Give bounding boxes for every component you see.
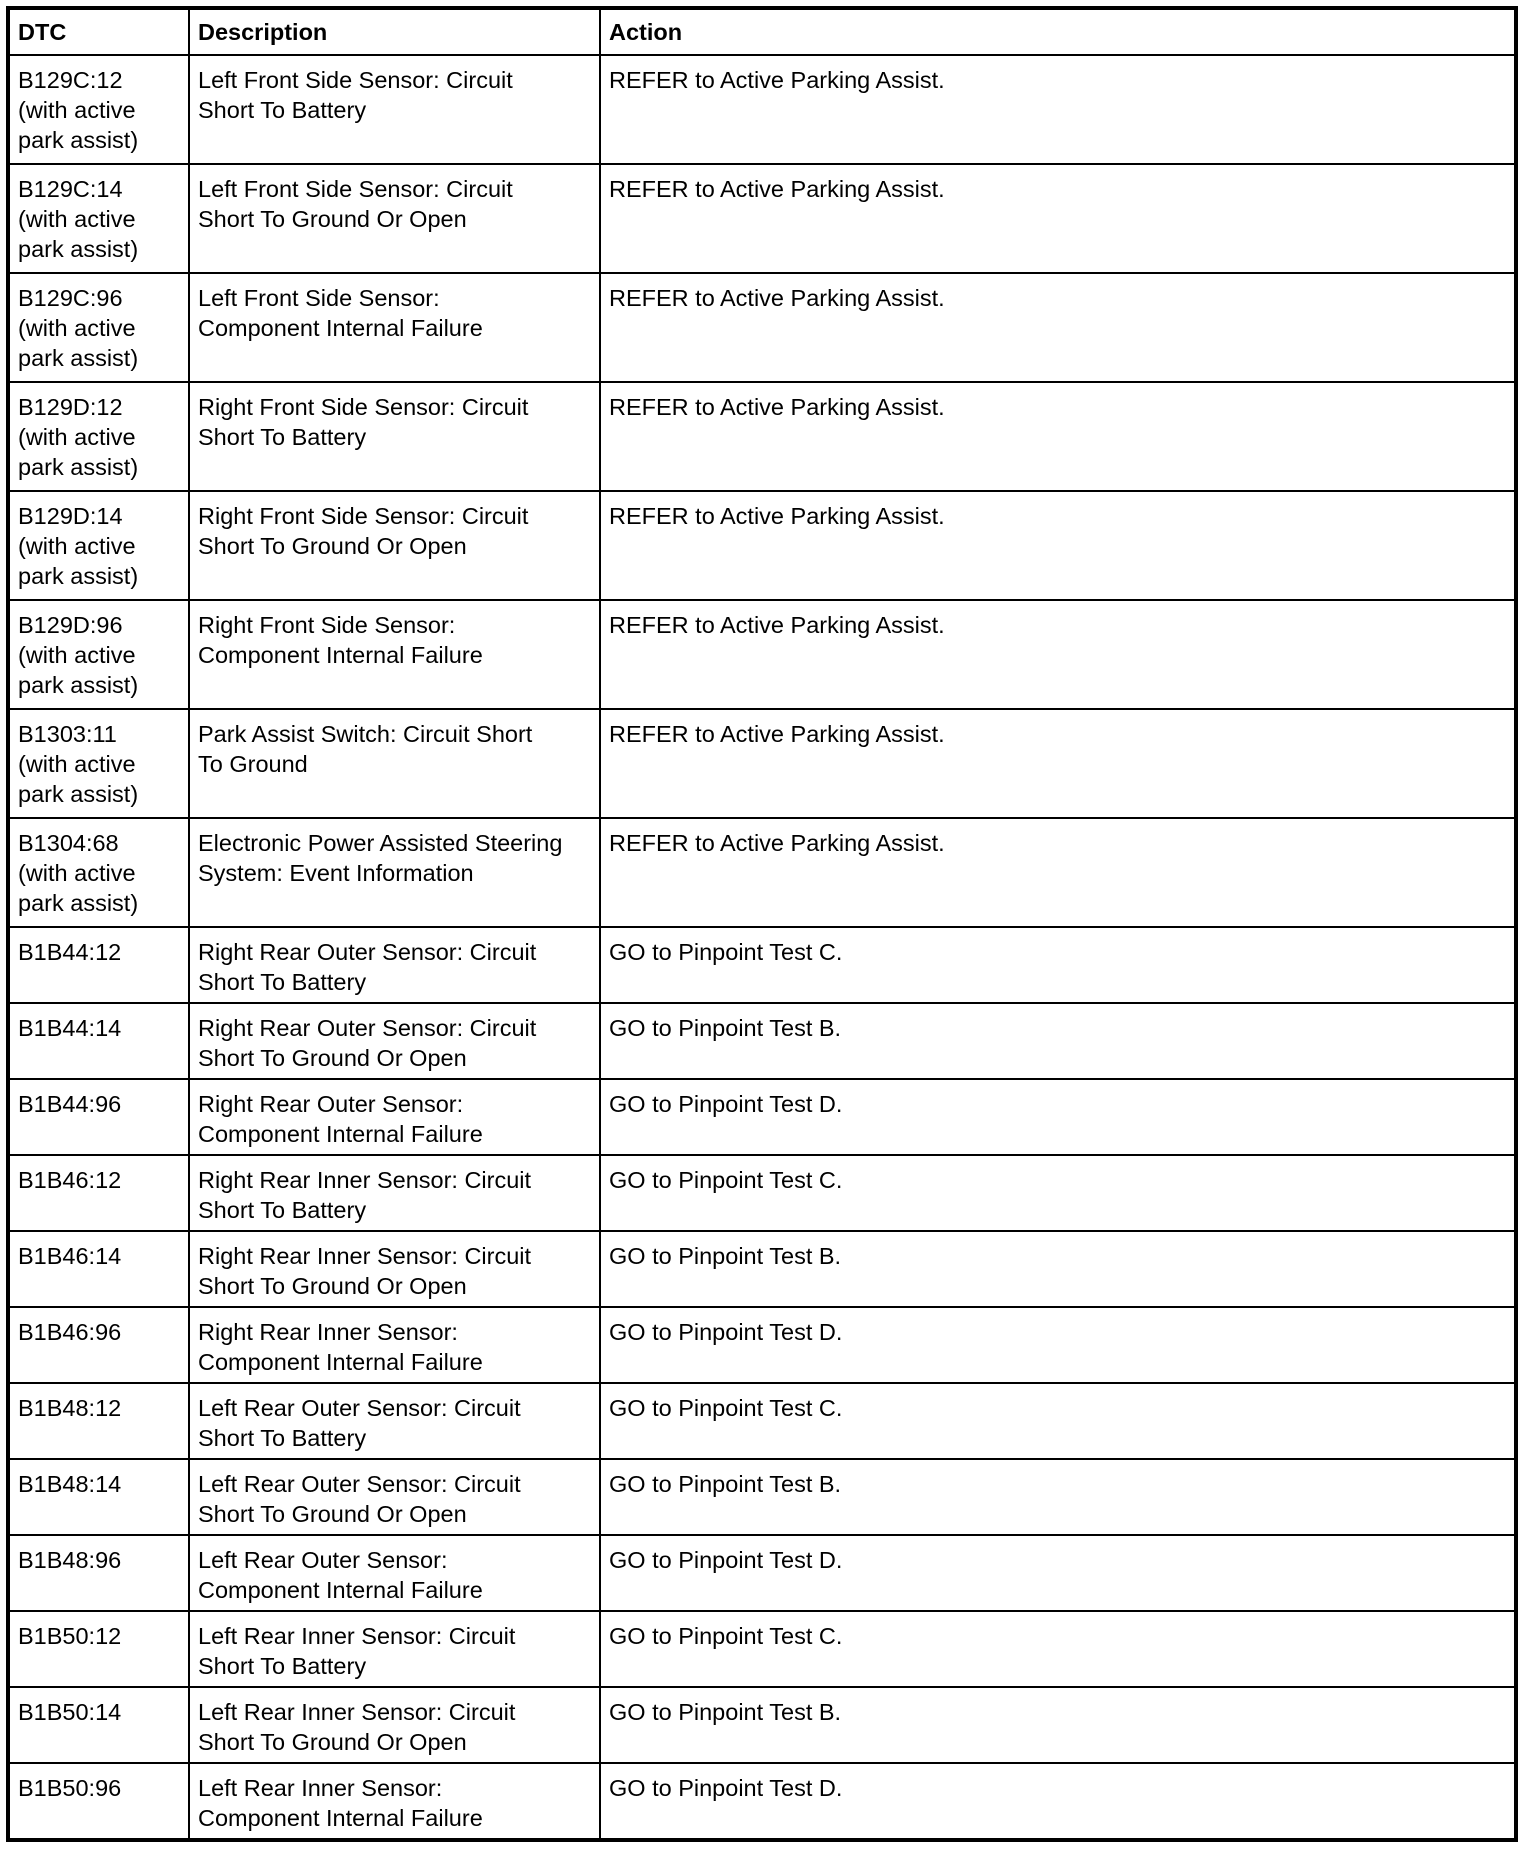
dtc-text: B129C:14 (with active park assist)	[18, 176, 139, 262]
cell-action	[600, 818, 1516, 927]
cell-description	[189, 709, 600, 818]
action-text: GO to Pinpoint Test D.	[609, 1319, 843, 1345]
cell-description	[189, 1155, 600, 1231]
table-header-row	[8, 8, 1516, 55]
action-text: GO to Pinpoint Test B.	[609, 1015, 842, 1041]
table-row	[8, 709, 1516, 818]
action-text: GO to Pinpoint Test D.	[609, 1091, 843, 1117]
cell-dtc	[8, 1003, 189, 1079]
action-text: REFER to Active Parking Assist.	[609, 394, 945, 420]
description-text: Left Front Side Sensor: Circuit Short To Battery	[198, 67, 513, 123]
table-row	[8, 1307, 1516, 1383]
description-text: Left Rear Inner Sensor: Circuit Short To Ground Or Open	[198, 1699, 516, 1755]
table-row	[8, 1611, 1516, 1687]
table-row	[8, 55, 1516, 164]
table-row	[8, 1383, 1516, 1459]
cell-action	[600, 927, 1516, 1003]
table-body	[8, 55, 1516, 1840]
cell-action	[600, 1079, 1516, 1155]
description-text: Park Assist Switch: Circuit Short To Ground	[198, 721, 533, 777]
cell-action	[600, 1535, 1516, 1611]
description-text: Right Front Side Sensor: Circuit Short To Ground Or Open	[198, 503, 529, 559]
cell-dtc	[8, 1079, 189, 1155]
cell-description	[189, 1763, 600, 1840]
table-row	[8, 600, 1516, 709]
cell-action	[600, 600, 1516, 709]
table-row	[8, 1079, 1516, 1155]
description-text: Right Rear Outer Sensor: Circuit Short To Battery	[198, 939, 537, 995]
table-row	[8, 1763, 1516, 1840]
cell-action	[600, 1687, 1516, 1763]
description-text: Right Rear Outer Sensor: Circuit Short To Ground Or Open	[198, 1015, 537, 1071]
dtc-table	[6, 6, 1518, 1842]
cell-description	[189, 1307, 600, 1383]
cell-action	[600, 1611, 1516, 1687]
dtc-text: B129D:12 (with active park assist)	[18, 394, 139, 480]
cell-description	[189, 382, 600, 491]
cell-action	[600, 1459, 1516, 1535]
description-text: Right Rear Outer Sensor: Component Internal Failure	[198, 1091, 483, 1147]
cell-dtc	[8, 1459, 189, 1535]
cell-dtc	[8, 1611, 189, 1687]
action-text: GO to Pinpoint Test C.	[609, 1395, 843, 1421]
action-text: REFER to Active Parking Assist.	[609, 67, 945, 93]
cell-dtc	[8, 273, 189, 382]
dtc-text: B1B50:12	[18, 1623, 122, 1649]
description-text: Left Rear Outer Sensor: Component Internal Failure	[198, 1547, 483, 1603]
cell-dtc	[8, 1383, 189, 1459]
action-text: GO to Pinpoint Test C.	[609, 1623, 843, 1649]
dtc-text: B1B44:12	[18, 939, 122, 965]
table-row	[8, 273, 1516, 382]
dtc-text: B129D:96 (with active park assist)	[18, 612, 139, 698]
description-text: Left Rear Outer Sensor: Circuit Short To Ground Or Open	[198, 1471, 521, 1527]
table-row	[8, 1687, 1516, 1763]
cell-description	[189, 273, 600, 382]
description-text: Right Front Side Sensor: Circuit Short To Battery	[198, 394, 529, 450]
table-row	[8, 1231, 1516, 1307]
cell-action	[600, 709, 1516, 818]
header-dtc: DTC	[8, 8, 189, 55]
header-action: Action	[600, 8, 1516, 55]
cell-description	[189, 55, 600, 164]
dtc-text: B1303:11 (with active park assist)	[18, 721, 139, 807]
action-text: GO to Pinpoint Test C.	[609, 939, 843, 965]
cell-dtc	[8, 164, 189, 273]
table-row	[8, 1155, 1516, 1231]
cell-action	[600, 1307, 1516, 1383]
cell-description	[189, 927, 600, 1003]
cell-dtc	[8, 55, 189, 164]
action-text: GO to Pinpoint Test D.	[609, 1775, 843, 1801]
action-text: GO to Pinpoint Test D.	[609, 1547, 843, 1573]
table-row	[8, 164, 1516, 273]
description-text: Right Rear Inner Sensor: Circuit Short To Ground Or Open	[198, 1243, 532, 1299]
cell-description	[189, 1611, 600, 1687]
action-text: REFER to Active Parking Assist.	[609, 176, 945, 202]
description-text: Right Rear Inner Sensor: Component Internal Failure	[198, 1319, 483, 1375]
table-row	[8, 491, 1516, 600]
cell-action	[600, 164, 1516, 273]
dtc-text: B1B50:14	[18, 1699, 122, 1725]
description-text: Left Rear Inner Sensor: Component Internal Failure	[198, 1775, 483, 1831]
cell-action	[600, 273, 1516, 382]
dtc-text: B1B46:12	[18, 1167, 122, 1193]
dtc-text: B1B50:96	[18, 1775, 122, 1801]
dtc-text: B1B48:96	[18, 1547, 122, 1573]
table-row	[8, 1459, 1516, 1535]
cell-description	[189, 491, 600, 600]
action-text: REFER to Active Parking Assist.	[609, 503, 945, 529]
action-text: GO to Pinpoint Test B.	[609, 1699, 842, 1725]
cell-dtc	[8, 709, 189, 818]
cell-action	[600, 1383, 1516, 1459]
cell-description	[189, 1535, 600, 1611]
description-text: Left Rear Inner Sensor: Circuit Short To Battery	[198, 1623, 516, 1679]
header-description: Description	[189, 8, 600, 55]
cell-action	[600, 491, 1516, 600]
cell-description	[189, 1459, 600, 1535]
cell-dtc	[8, 382, 189, 491]
cell-dtc	[8, 491, 189, 600]
action-text: REFER to Active Parking Assist.	[609, 612, 945, 638]
dtc-text: B1B48:14	[18, 1471, 122, 1497]
dtc-text: B1B46:96	[18, 1319, 122, 1345]
table-row	[8, 1003, 1516, 1079]
dtc-text: B1B48:12	[18, 1395, 122, 1421]
cell-action	[600, 382, 1516, 491]
cell-description	[189, 600, 600, 709]
cell-dtc	[8, 1535, 189, 1611]
dtc-text: B1B44:14	[18, 1015, 122, 1041]
cell-dtc	[8, 1687, 189, 1763]
cell-description	[189, 1003, 600, 1079]
cell-dtc	[8, 818, 189, 927]
cell-dtc	[8, 1231, 189, 1307]
dtc-text: B129C:12 (with active park assist)	[18, 67, 139, 153]
cell-description	[189, 1687, 600, 1763]
action-text: GO to Pinpoint Test C.	[609, 1167, 843, 1193]
cell-dtc	[8, 1307, 189, 1383]
dtc-text: B1304:68 (with active park assist)	[18, 830, 139, 916]
cell-action	[600, 1763, 1516, 1840]
description-text: Left Front Side Sensor: Component Internal Failure	[198, 285, 483, 341]
cell-description	[189, 1079, 600, 1155]
action-text: REFER to Active Parking Assist.	[609, 721, 945, 747]
cell-dtc	[8, 1155, 189, 1231]
table-row	[8, 382, 1516, 491]
cell-dtc	[8, 927, 189, 1003]
cell-description	[189, 164, 600, 273]
table-row	[8, 818, 1516, 927]
description-text: Electronic Power Assisted Steering System: Event Information	[198, 830, 563, 886]
cell-description	[189, 1231, 600, 1307]
action-text: GO to Pinpoint Test B.	[609, 1243, 842, 1269]
action-text: REFER to Active Parking Assist.	[609, 830, 945, 856]
action-text: GO to Pinpoint Test B.	[609, 1471, 842, 1497]
cell-description	[189, 818, 600, 927]
description-text: Right Rear Inner Sensor: Circuit Short To Battery	[198, 1167, 532, 1223]
table-row	[8, 927, 1516, 1003]
dtc-text: B1B46:14	[18, 1243, 122, 1269]
cell-action	[600, 1003, 1516, 1079]
action-text: REFER to Active Parking Assist.	[609, 285, 945, 311]
description-text: Right Front Side Sensor: Component Internal Failure	[198, 612, 483, 668]
dtc-text: B129D:14 (with active park assist)	[18, 503, 139, 589]
description-text: Left Rear Outer Sensor: Circuit Short To Battery	[198, 1395, 521, 1451]
cell-action	[600, 55, 1516, 164]
description-text: Left Front Side Sensor: Circuit Short To Ground Or Open	[198, 176, 513, 232]
table-row	[8, 1535, 1516, 1611]
cell-action	[600, 1231, 1516, 1307]
cell-dtc	[8, 1763, 189, 1840]
dtc-text: B129C:96 (with active park assist)	[18, 285, 139, 371]
dtc-text: B1B44:96	[18, 1091, 122, 1117]
cell-description	[189, 1383, 600, 1459]
cell-dtc	[8, 600, 189, 709]
cell-action	[600, 1155, 1516, 1231]
